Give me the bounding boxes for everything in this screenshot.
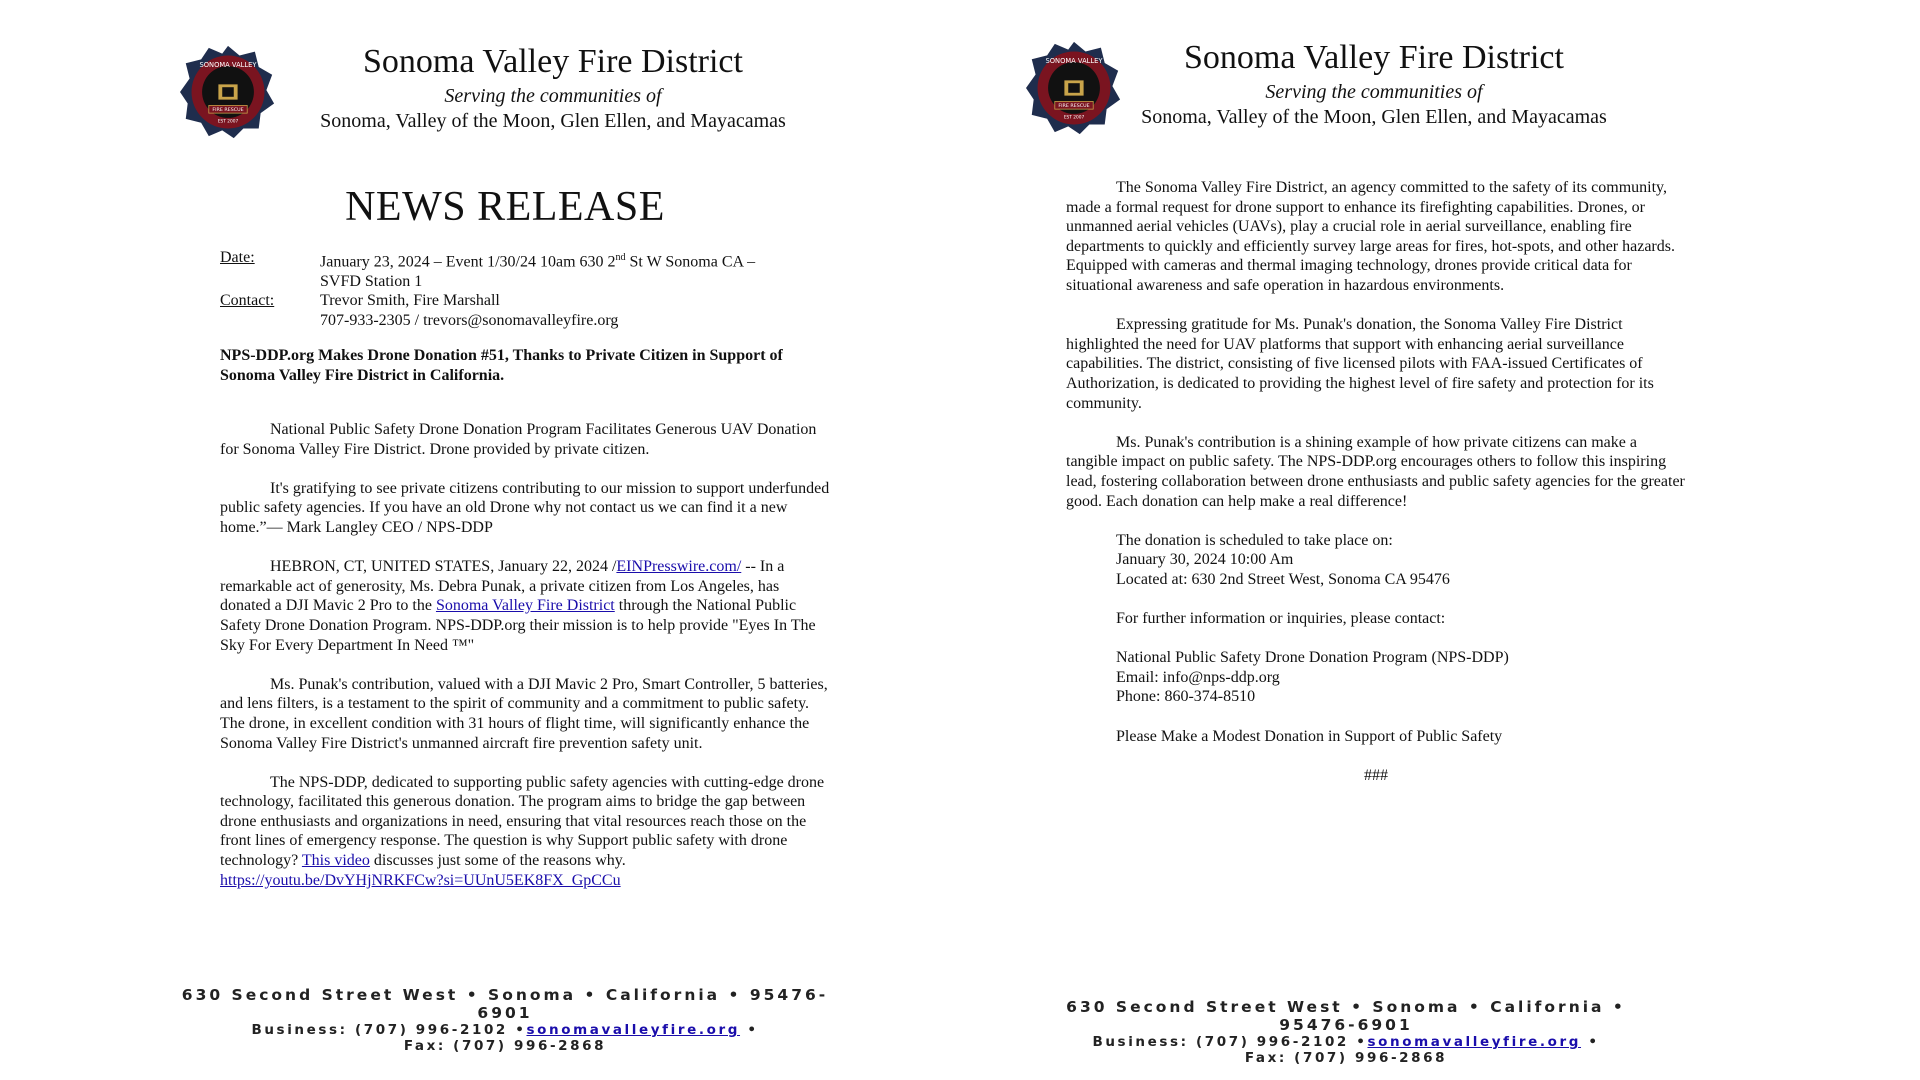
date-value-superscript: nd	[615, 252, 626, 263]
this-video-link[interactable]: This video	[301, 852, 370, 870]
footer-page-2	[1026, 998, 1666, 1066]
letterhead-text	[1122, 26, 1626, 130]
program-name: National Public Safety Drone Donation Program (NPS-DDP)	[1116, 649, 1509, 667]
tagline: Serving the communities of	[444, 85, 662, 107]
letterhead-page-2	[1026, 26, 1626, 136]
contact-row	[220, 291, 820, 330]
paragraph-3	[220, 557, 830, 655]
paragraph-5-text-b: discusses just some of the reasons why.	[369, 852, 626, 870]
svg-text:EST 2007: EST 2007	[1063, 115, 1085, 121]
program-email: Email: info@nps-ddp.org	[1116, 668, 1280, 686]
footer-business-phone: Business: (707) 996-2102 •	[1092, 1034, 1368, 1050]
donation-schedule	[1066, 531, 1686, 590]
document-page-1	[180, 0, 830, 1080]
svg-text:EST 2007: EST 2007	[217, 119, 239, 125]
release-headline: NPS-DDP.org Makes Drone Donation #51, Thanks to Private Citizen in Support of Sonoma Valley Fire District in California.	[220, 347, 783, 384]
date-value-text-end: St W Sonoma CA –	[625, 253, 756, 271]
news-release-title: NEWS RELEASE	[345, 184, 665, 230]
paragraph-6: The Sonoma Valley Fire District, an agency committed to the safety of its community, made a formal request for drone support to enhance its firefighting capabilities. Drones, or unmanned aerial vehicles (UAVs), play a crucial role in aerial surveillance, enabling fire departments to quickly and efficiently survey large areas for fires, hot-spots, and other hazards. Equipped with cameras and thermal imaging technology, drones provide critical data for situational awareness and safe operation in hazardous environments.	[1066, 179, 1675, 294]
inquiries-line: For further information or inquiries, please contact:	[1116, 610, 1446, 628]
fire-district-badge-logo	[180, 44, 276, 140]
contact-value	[320, 291, 820, 330]
date-value-text: January 23, 2024 – Event 1/30/24 10am 630 2	[320, 253, 616, 271]
contact-label: Contact:	[220, 292, 275, 310]
svg-text:SONOMA VALLEY: SONOMA VALLEY	[199, 61, 257, 70]
release-body-page-2	[1066, 178, 1686, 805]
communities-served: Sonoma, Valley of the Moon, Glen Ellen, and Mayacamas	[1141, 106, 1607, 128]
footer-fax: Fax: (707) 996-2868	[1244, 1050, 1448, 1066]
date-value-station: SVFD Station 1	[320, 272, 423, 290]
document-page-2	[1026, 0, 1746, 1080]
schedule-date: January 30, 2024 10:00 Am	[1116, 551, 1294, 569]
end-mark: ###	[1364, 766, 1388, 784]
date-label: Date:	[220, 249, 255, 266]
release-body-page-1	[220, 420, 830, 910]
tagline: Serving the communities of	[1265, 81, 1483, 103]
footer-business-end: •	[1581, 1034, 1600, 1050]
organization-name: Sonoma Valley Fire District	[363, 43, 743, 80]
footer-address: 630 Second Street West • Sonoma • California • 95476-6901	[181, 986, 829, 1022]
donation-appeal: Please Make a Modest Donation in Support of Public Safety	[1116, 727, 1503, 745]
communities-served: Sonoma, Valley of the Moon, Glen Ellen, and Mayacamas	[320, 110, 786, 132]
paragraph-5-text-a: The NPS-DDP, dedicated to supporting public safety agencies with cutting-edge drone technology, facilitated this generous donation. The program aims to bridge the gap between drone enthusiasts and organizations in need, ensuring that vital resources reach those on the front lines of emergency response. The question is why Support public safety with drone technology?	[220, 773, 825, 870]
organization-name: Sonoma Valley Fire District	[1184, 39, 1564, 76]
contact-name: Trevor Smith, Fire Marshall	[320, 292, 500, 310]
program-contact	[1066, 648, 1686, 707]
letterhead	[180, 30, 830, 140]
date-row	[220, 248, 820, 291]
schedule-intro: The donation is scheduled to take place on:	[1116, 531, 1393, 549]
footer-business-end: •	[740, 1022, 759, 1038]
footer-address: 630 Second Street West • Sonoma • California • 95476-6901	[1066, 998, 1626, 1034]
footer-business-phone: Business: (707) 996-2102 •	[251, 1022, 527, 1038]
fire-district-badge-logo	[1026, 40, 1122, 136]
footer-website-link[interactable]: sonomavalleyfire.org	[526, 1022, 741, 1038]
paragraph-3-text-b: -- In a remarkable act of generosity, Ms. Debra Punak, a private citizen from Los Angeles, has donated a DJI Mavic 2 Pro to the	[220, 558, 785, 615]
paragraph-8: Ms. Punak's contribution is a shining example of how private citizens can make a tangible impact on public safety. The NPS-DDP.org encourages others to follow this inspiring lead, fostering collaboration between drone enthusiasts and public safety agencies for the greater good. Each donation can help make a real difference!	[1066, 433, 1685, 510]
sonoma-valley-fire-district-link[interactable]: Sonoma Valley Fire District	[435, 597, 615, 615]
paragraph-3-text-c: through the National Public Safety Drone Donation Program. NPS-DDP.org their mission is to help provide "Eyes In The Sky For Every Department In Need ™"	[220, 597, 816, 654]
footer-business	[1026, 1034, 1666, 1050]
paragraph-1: National Public Safety Drone Donation Program Facilitates Generous UAV Donation for Sonoma Valley Fire District. Drone provided by private citizen.	[220, 421, 817, 458]
svg-text:FIRE RESCUE: FIRE RESCUE	[1058, 104, 1090, 110]
footer-fax: Fax: (707) 996-2868	[403, 1038, 607, 1054]
paragraph-4: Ms. Punak's contribution, valued with a DJI Mavic 2 Pro, Smart Controller, 5 batteries, and lens filters, is a testament to the spirit of community and a commitment to public safety. The drone, in excellent condition with 31 hours of flight time, will significantly enhance the Sonoma Valley Fire District's unmanned aircraft fire prevention safety unit.	[220, 675, 828, 752]
paragraph-3-text-a: HEBRON, CT, UNITED STATES, January 22, 2024 /	[270, 558, 617, 576]
footer-page-1	[180, 986, 830, 1054]
youtube-url-link[interactable]: https://youtu.be/DvYHjNRKFCw?si=UUnU5EK8FX_GpCCu	[220, 871, 621, 889]
paragraph-5	[220, 773, 830, 891]
footer-business	[180, 1022, 830, 1038]
paragraph-7: Expressing gratitude for Ms. Punak's donation, the Sonoma Valley Fire District highlighted the need for UAV platforms that support with enhancing aerial surveillance capabilities. The district, consisting of five licensed pilots with FAA-issued Certificates of Authorization, is dedicated to providing the highest level of fire safety and protection for its community.	[1066, 316, 1654, 412]
contact-info: 707-933-2305 / trevors@sonomavalleyfire.org	[320, 311, 619, 329]
letterhead-text	[276, 30, 830, 134]
schedule-location: Located at: 630 2nd Street West, Sonoma CA 95476	[1116, 570, 1450, 588]
svg-text:FIRE RESCUE: FIRE RESCUE	[212, 108, 244, 114]
footer-website-link[interactable]: sonomavalleyfire.org	[1367, 1034, 1582, 1050]
release-metadata	[220, 248, 820, 330]
date-value	[320, 248, 820, 291]
program-phone: Phone: 860-374-8510	[1116, 688, 1256, 706]
paragraph-2-quote: It's gratifying to see private citizens contributing to our mission to support underfunded public safety agencies. If you have an old Drone why not contact us we can find it a new home.”— Mark Langley CEO / NPS-DDP	[220, 479, 830, 536]
svg-text:SONOMA VALLEY: SONOMA VALLEY	[1045, 57, 1103, 66]
einpresswire-link[interactable]: EINPresswire.com/	[616, 558, 742, 576]
